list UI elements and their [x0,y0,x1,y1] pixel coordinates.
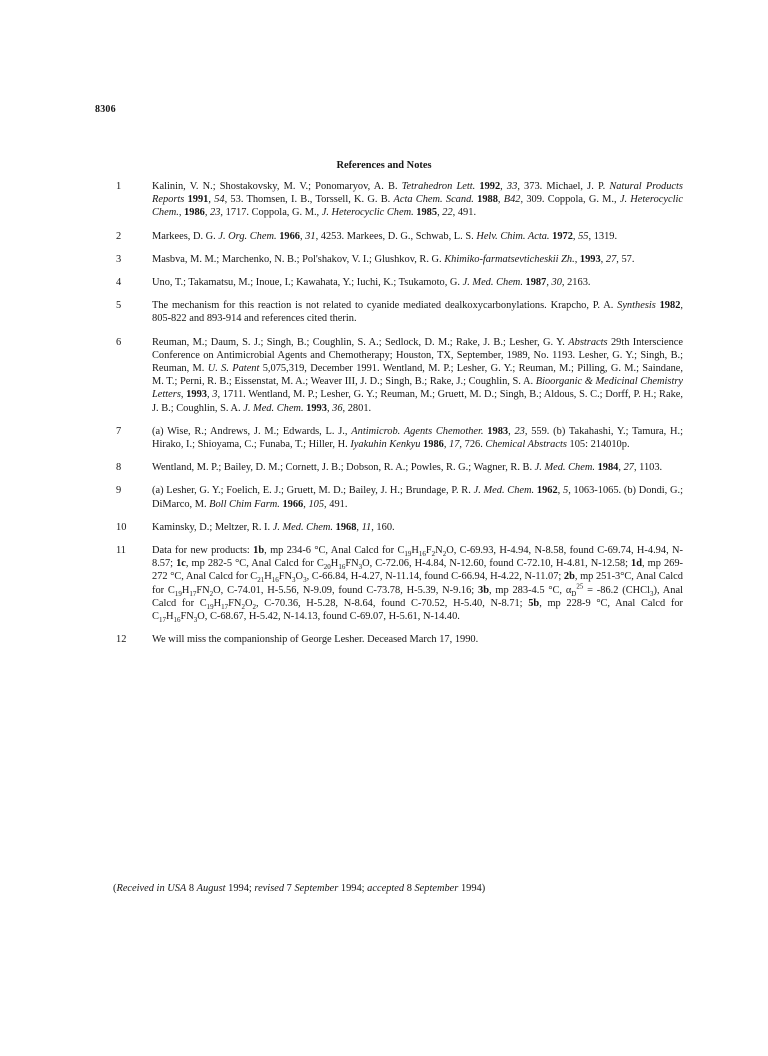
reference-text-segment: 1993 [579,253,601,265]
reference-text-segment: 1993 [186,389,207,401]
reference-text-segment: 36 [332,402,343,414]
reference-number: 9 [116,485,122,497]
reference-text-segment: , [356,521,362,533]
reference-item [95,230,683,243]
reference-text-segment: J. Med. Chem. [272,521,334,533]
reference-text-segment: O, C-74.01, H-5.56, N-9.09, found C-73.78, H-5.39, N-9.16; [213,584,478,596]
reference-text [152,230,683,243]
reference-text [152,276,683,289]
reference-item [95,180,683,220]
reference-text-segment: (a) Wise, R.; Andrews, J. M.; Edwards, L. J., [152,425,352,437]
reference-text-segment: 1962 [536,485,558,497]
reference-text-segment: 33 [506,181,518,192]
reference-text-segment: Chemical Abstracts [485,439,567,451]
reference-text-segment: , [206,389,213,401]
reference-number: 5 [116,300,122,312]
reference-text-segment: Reuman, M.; Daum, S. J.; Singh, B.; Coughlin, S. A.; Sedlock, D. M.; Rake, J. B.; Lesher, G. Y. [152,336,569,348]
reference-text-segment: , [508,425,515,437]
reference-text-segment: 19 [206,602,214,611]
reference-text-segment: 21 [257,576,265,585]
reference-text-segment: 16 [271,576,279,585]
reference-text-segment: 31 [305,230,316,242]
reference-text-segment: 1968 [335,521,357,533]
reference-text-segment: 11 [361,521,372,533]
reference-text-segment: 23 [514,425,525,437]
reference-text-segment: 1972 [552,230,573,242]
reference-text-segment: Bioorganic & Medicinal Chemistry Letters [152,376,683,401]
reference-text-segment: , [546,277,552,289]
reference-text [152,461,683,474]
reference-text-segment: J. Med. Chem. [243,402,304,414]
reference-text-segment: O, C-69.93, H-4.94, N-8.58, found C-69.74, H-4.94, N-8.57; [152,545,683,570]
reference-number: 7 [116,425,122,437]
reference-text-segment: , mp 228-9 °C, Anal Calcd for C [152,597,684,623]
reference-text-segment: 1c [176,558,186,570]
reference-text-segment: , mp 269-272 °C, Anal Calcd for C [152,558,684,583]
received-month: August [196,883,226,894]
revised-label: revised [254,883,285,894]
accepted-year: 1994) [458,883,486,894]
reference-text-segment: J. Heterocyclic Chem. [321,207,414,219]
reference-text [152,521,683,534]
reference-text-segment: Tetrahedron Lett. [401,181,476,192]
reference-number: 8 [116,462,122,474]
reference-text-segment: , mp 234-6 °C, Anal Calcd for C [264,545,405,557]
reference-text-segment: , [572,230,579,242]
reference-text-segment: 22 [442,207,453,219]
reference-text-segment: , [204,207,211,219]
reference-text-segment: 3b [478,584,489,596]
reference-text-segment: 1987 [525,277,547,289]
reference-text-segment: , 53. Thomsen, I. B., Torssell, K. G. B. [224,194,394,206]
reference-text-segment: 1b [253,545,265,557]
reference-text-segment: , [437,207,443,219]
reference-text-segment: 1966 [282,498,304,510]
reference-text-segment: H [411,545,419,557]
reference-text [152,633,683,646]
reference-text [152,299,683,325]
reference-text-segment: , 1711. Wentland, M. P.; Lesher, G. Y.; Reuman, M.; Gruett, M. D.; Singh, B.; Aldous, S. C.; Dorff, P. H.; Rake, J. B.; Coughlin, S. A. [152,389,683,414]
reference-text-segment: Antimicrob. Agents Chemother. [351,425,484,437]
reference-text-segment: Helv. Chim. Acta. [476,230,550,242]
reference-text-segment: 17 [189,589,197,598]
reference-text-segment: 1984 [597,462,619,474]
reference-text-segment: J. Med. Chem. [534,462,595,474]
reference-item [95,633,683,646]
received-dates [113,883,485,894]
reference-text-segment: Synthesis [617,300,656,312]
reference-text-segment: 16 [418,550,426,559]
received-open: ( [113,883,117,894]
reference-text [152,253,683,266]
reference-text-segment: , [600,253,606,265]
reference-text-segment: 30 [551,277,562,289]
reference-text-segment: , C-70.36, H-5.28, N-8.64, found C-70.52, H-5.40, N-8.71; [255,597,529,609]
reference-number: 3 [116,253,122,265]
reference-text-segment: Iyakuhin Kenkyu [350,439,421,451]
reference-item [95,253,683,266]
reference-text-segment: 1991 [187,194,209,206]
accepted-date: 8 [404,883,415,894]
reference-text-segment: 17 [158,616,166,625]
reference-text-segment: O [244,597,253,609]
reference-text-segment: 27 [623,462,634,474]
reference-text-segment: , mp 283-4.5 °C, α [488,584,572,596]
reference-text-segment: D [571,589,577,598]
section-title: References and Notes [336,160,432,171]
reference-text-segment: , 57. [616,253,635,265]
reference-text-segment: J. Heterocyclic Chem. [152,194,683,219]
reference-number: 1 [116,181,122,192]
reference-item [95,484,683,510]
reference-item [95,521,683,534]
reference-text-segment: Khimiko-farmatsevticheskii Zh. [444,253,575,265]
reference-text-segment: , mp 282-5 °C, Anal Calcd for C [185,558,324,570]
reference-text-segment: H [165,611,174,623]
reference-text-segment: 1983 [487,425,509,437]
reference-text-segment: FN [345,558,359,570]
reference-text-segment: 19 [404,550,412,559]
reference-number: 6 [116,336,122,348]
reference-text-segment: Kaminsky, D.; Meltzer, R. I. [152,521,273,533]
reference-text-segment: 1986 [423,439,444,451]
reference-text-segment: , 559. (b) Takahashi, Y.; Tamura, H.; Hirako, I.; Shioyama, C.; Funaba, T.; Hiller, H. [152,425,683,451]
accepted-label: accepted [367,883,405,894]
reference-text [152,425,683,451]
reference-text-segment: 105 [308,498,325,510]
reference-text-segment: FN [196,584,210,596]
reference-text-segment: FN [278,571,293,583]
reference-text-segment: FN [180,611,194,623]
reference-text-segment: 2 [209,589,214,598]
received-date: 8 [186,883,197,894]
revised-date: 7 [284,883,295,894]
reference-text-segment: 16 [173,616,181,625]
reference-text-segment: 1993 [306,402,327,414]
reference-text-segment: , 2801. [342,402,372,414]
reference-text-segment: , 309. Coppola, G. M., [520,194,620,206]
page-number: 8306 [95,104,116,115]
reference-text-segment: , 1319. [588,230,618,242]
reference-text-segment: Data for new products: [152,545,254,557]
reference-text-segment: Wentland, M. P.; Bailey, D. M.; Cornett, J. B.; Dobson, R. A.; Powles, R. G.; Wagner, R. B. [152,462,535,474]
reference-text-segment: H [213,597,222,609]
reference-text-segment: Boll Chim Farm. [209,498,280,510]
reference-text-segment: , 1103. [633,462,663,474]
reference-text-segment: Markees, D. G. [152,230,219,242]
reference-text-segment: Masbva, M. M.; Marchenko, N. B.; Pol'shakov, V. I.; Glushkov, R. G. [152,253,445,265]
reference-text [152,484,683,510]
reference-text-segment: F [425,545,432,557]
reference-text-segment: , 726. [459,439,486,451]
reference-text-segment: , mp 251-3°C, Anal Calcd for C [152,571,683,596]
reference-list [95,180,683,656]
reference-text-segment: 3 [193,616,198,625]
reference-text-segment: 27 [605,253,617,265]
reference-text-segment: 1d [631,558,643,570]
reference-text-segment: 105: 214010p. [566,439,630,451]
reference-text-segment: 1988 [477,194,498,206]
reference-text-segment: 1986 [184,207,205,219]
reference-text-segment: Abstracts [568,336,608,348]
reference-text-segment: 5 [562,485,569,497]
reference-text [152,544,683,623]
reference-text-segment: , [500,181,507,192]
reference-text-segment: H [330,558,339,570]
reference-text-segment: 54 [214,194,225,206]
reference-text-segment: 2 [442,550,447,559]
accepted-month: September [414,883,459,894]
reference-text-segment: , C-66.84, H-4.27, N-11.14, found C-66.94, H-4.22, N-11.07; [306,571,564,583]
reference-text [152,336,683,415]
reference-text-segment: FN [228,597,242,609]
reference-item [95,336,683,415]
reference-text-segment: , 491. [324,498,348,510]
reference-text-segment: Acta Chem. Scand. [393,194,474,206]
reference-text-segment: 5,075,319, December 1991. Wentland, M. P.; Lesher, G. Y.; Reuman, M.; Pilling, G. M.; Saindane, M. T.; Perni, R. B.; Eissenstat, M. A.; Weaver III, J. D.; Singh, B.; Rake, J.; Coughlin, S. A. [152,363,683,388]
reference-text-segment: , 4253. Markees, D. G., Schwab, L. S. [315,230,477,242]
reference-text-segment: , [618,462,624,474]
reference-text-segment: , 1063-1065. (b) Dondi, G.; DiMarco, M. [152,485,683,510]
reference-text-segment: 3 [212,389,218,401]
reference-text-segment: , [208,194,215,206]
reference-number: 2 [116,230,122,242]
reference-number: 12 [116,634,127,646]
reference-text-segment: , [178,207,185,219]
reference-text-segment: , [443,439,450,451]
reference-text-segment: J. Med. Chem. [473,485,535,497]
reference-item [95,425,683,451]
reference-text-segment: J. Med. Chem. [462,277,523,289]
reference-text-segment: , [557,485,563,497]
reference-text-segment: We will miss the companionship of George Lesher. Deceased March 17, 1990. [152,634,479,646]
reference-text-segment: 55 [578,230,589,242]
reference-text-segment: 17 [449,439,460,451]
reference-text-segment: 2 [252,602,256,611]
reference-text-segment: = -86.2 (CHCl [583,584,650,596]
revised-year: 1994; [338,883,368,894]
reference-text-segment: O, C-72.06, H-4.84, N-12.60, found C-72.10, H-4.81, N-12.58; [362,558,632,570]
reference-text-segment: H [264,571,272,583]
reference-number: 4 [116,277,122,289]
reference-text-segment: 20 [323,563,331,572]
reference-text-segment: , [180,389,187,401]
reference-text-segment: 16 [338,563,346,572]
reference-text-segment: , [299,230,306,242]
reference-text-segment: , [303,498,309,510]
reference-text-segment: Uno, T.; Takamatsu, M.; Inoue, I.; Kawahata, Y.; Iuchi, K.; Tsukamoto, G. [152,277,463,289]
reference-text-segment: 3 [358,563,363,572]
reference-text-segment: 2 [431,550,436,559]
reference-item [95,544,683,623]
reference-text-segment: , 160. [371,521,395,533]
reference-text-segment: N [435,545,443,557]
reference-text-segment: , [574,253,580,265]
reference-text-segment: , 2163. [561,277,591,289]
reference-text-segment: (a) Lesher, G. Y.; Foelich, E. J.; Gruett, M. D.; Bailey, J. H.; Brundage, P. R. [152,485,474,497]
reference-text-segment: Kalinin, V. N.; Shostakovsky, M. V.; Ponomaryov, A. B. [152,181,402,192]
reference-text-segment: The mechanism for this reaction is not related to cyanide mediated dealkoxycarbonylations. Krapcho, P. A. [152,300,618,312]
reference-text-segment: 3 [303,576,307,585]
reference-text-segment: 25 [576,582,584,591]
reference-item [95,276,683,289]
reference-text-segment: , 805-822 and 893-914 and references cited therin. [152,300,683,325]
reference-text-segment: 5b [528,597,540,609]
reference-text-segment: , [497,194,504,206]
reference-text-segment: H [181,584,190,596]
reference-text-segment: 29th Interscience Conference on Antimicrobial Agents and Chemotherapy; Houston, TX, September, 1989, No. 1193. Lesher, G. Y.; Singh, B.; Reuman, M. [152,336,683,375]
reference-text-segment: 1966 [279,230,300,242]
reference-text-segment: 3 [292,576,296,585]
reference-text-segment: 3 [649,589,654,598]
reference-text-segment: 2 [241,602,245,611]
reference-text-segment: 23 [210,207,221,219]
reference-text-segment: B42 [503,194,521,206]
reference-text-segment: Natural Products Reports [152,181,683,206]
reference-text-segment: 2b [563,571,575,583]
received-year: 1994; [225,883,255,894]
reference-text-segment: 17 [221,602,229,611]
received-label: Received in USA [116,883,187,894]
reference-text-segment: 19 [174,589,182,598]
reference-item [95,299,683,325]
reference-text [152,180,683,220]
reference-item [95,461,683,474]
reference-number: 10 [116,521,127,533]
reference-text-segment: , 491. [452,207,477,219]
revised-month: September [294,883,339,894]
reference-text-segment: 1985 [416,207,438,219]
reference-text-segment: 1982 [659,300,681,312]
reference-text-segment: , 373. Michael, J. P. [517,181,610,192]
reference-text-segment: U. S. Patent [207,363,260,375]
reference-text-segment: 1992 [479,181,501,192]
reference-number: 11 [116,545,127,557]
reference-text-segment: O [295,571,304,583]
reference-text-segment: , [326,402,333,414]
reference-text-segment: ), Anal Calcd for C [152,584,683,609]
reference-text-segment: O, C-68.67, H-5.42, N-14.13, found C-69.07, H-5.61, N-14.40. [197,611,460,623]
reference-text-segment: , 1717. Coppola, G. M., [220,207,322,219]
reference-text-segment: J. Org. Chem. [218,230,277,242]
